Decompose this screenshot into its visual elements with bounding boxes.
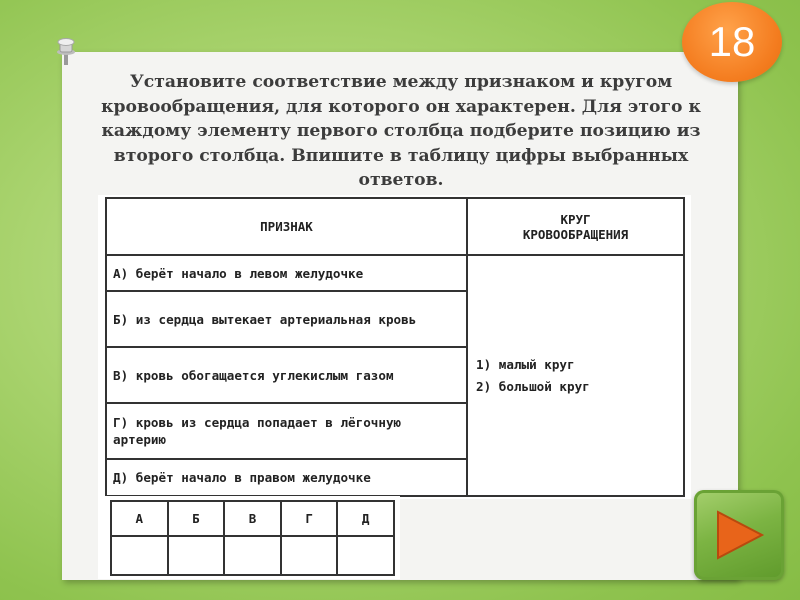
feature-cell: Д) берёт начало в правом желудочке [106, 459, 467, 496]
answer-input-cell[interactable] [111, 536, 168, 575]
answer-input-cell[interactable] [337, 536, 394, 575]
options-cell [467, 255, 684, 496]
feature-cell: Б) из сердца вытекает артериальная кровь [106, 291, 467, 347]
match-table [105, 197, 685, 497]
answer-letter: Б [168, 501, 225, 536]
answer-input-row [111, 536, 394, 575]
feature-cell: В) кровь обогащается углекислым газом [106, 347, 467, 403]
answer-letter: Г [281, 501, 338, 536]
header-circle-line2: КРОВООБРАЩЕНИЯ [522, 226, 629, 242]
answer-input-cell[interactable] [281, 536, 338, 575]
answer-letter: А [111, 501, 168, 536]
option-item: 2) большой круг [476, 378, 590, 394]
header-feature: ПРИЗНАК [106, 198, 467, 255]
answer-table [110, 500, 395, 576]
question-wrapper [0, 0, 800, 198]
answer-letter: В [224, 501, 281, 536]
play-arrow-icon [712, 508, 766, 562]
header-circle [467, 198, 684, 255]
answer-input-cell[interactable] [168, 536, 225, 575]
next-slide-button[interactable] [694, 490, 784, 580]
match-table-header-row [106, 198, 684, 255]
feature-cell: А) берёт начало в левом желудочке [106, 255, 467, 291]
option-item: 1) малый круг [476, 356, 575, 372]
question-text: Установите соответствие между признаком и кругом кровообращения, для которого он характерен. Для этого к каждому элементу первого столбца подберите позицию из второго столбца. Впишите в таблицу цифры выбранных ответов. [101, 72, 701, 190]
feature-cell: Г) кровь из сердца попадает в лёгочную артерию [106, 403, 467, 459]
slide-number: 18 [708, 18, 756, 65]
header-circle-line1: КРУГ [560, 211, 591, 227]
answer-letters-row [111, 501, 394, 536]
slide-number-badge [682, 2, 782, 82]
answer-letter: Д [337, 501, 394, 536]
feature-row [106, 255, 684, 291]
answer-input-cell[interactable] [224, 536, 281, 575]
